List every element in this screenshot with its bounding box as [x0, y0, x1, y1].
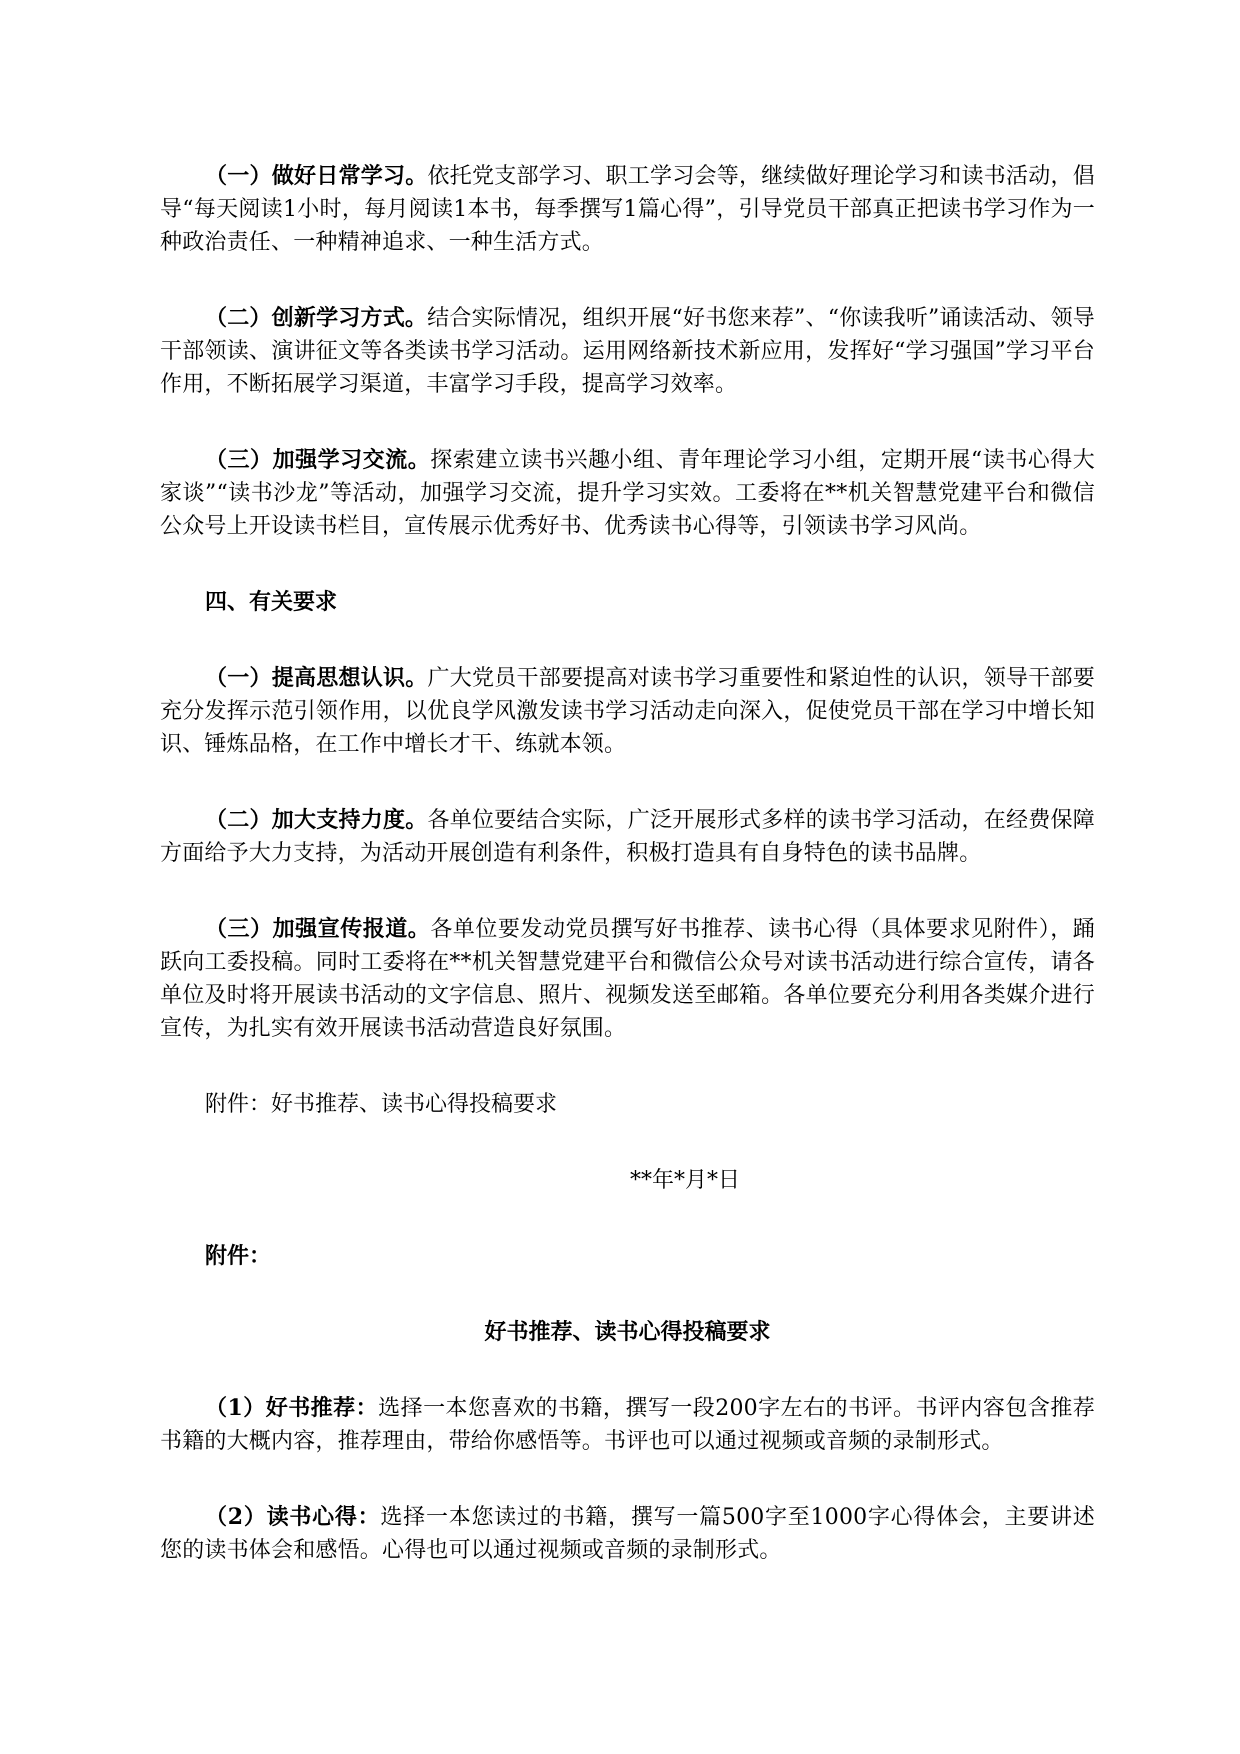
attachment-label: 附件： — [205, 1243, 272, 1269]
document-body — [160, 160, 1095, 1610]
attachment-item-text-2: 选择一本您读过的书籍，撰写一篇500字至1000字心得体会，主要讲述您的读书体会和感悟。心得也可以通过视频或音频的录制形式。 — [160, 1505, 1095, 1563]
attachment-item-lead-1: （1）好书推荐： — [205, 1395, 379, 1421]
document-date: **年*月*日 — [630, 1168, 741, 1193]
attachment-item-1 — [160, 1392, 1095, 1458]
requirement-text-2: 各单位要结合实际，广泛开展形式多样的读书学习活动，在经费保障方面给予大力支持，为活动开展创造有利条件，积极打造具有自身特色的读书品牌。 — [160, 808, 1095, 866]
attachment-title: 好书推荐、读书心得投稿要求 — [484, 1319, 771, 1345]
section-lead-3: （三）加强学习交流。 — [205, 447, 431, 473]
requirement-lead-3: （三）加强宣传报道。 — [205, 916, 431, 942]
requirement-text-1: 广大党员干部要提高对读书学习重要性和紧迫性的认识，领导干部要充分发挥示范引领作用，以优良学风激发读书学习活动走向深入，促使党员干部在学习中增长知识、锤炼品格，在工作中增长才干、练就本领。 — [160, 666, 1095, 757]
section-text-2: 结合实际情况，组织开展“好书您来荐”、“你读我听”诵读活动、领导干部领读、演讲征文等各类读书学习活动。运用网络新技术新应用，发挥好“学习强国”学习平台作用，不断拓展学习渠道，丰富学习手段，提高学习效率。 — [160, 306, 1095, 397]
section-lead-2: （二）创新学习方式。 — [205, 305, 428, 331]
requirement-lead-2: （二）加大支持力度。 — [205, 807, 428, 833]
requirements-heading: 四、有关要求 — [205, 589, 338, 615]
section-text-1: 依托党支部学习、职工学习会等，继续做好理论学习和读书活动，倡导“每天阅读1小时，每月阅读1本书，每季撰写1篇心得”，引导党员干部真正把读书学习作为一种政治责任、一种精神追求、一种生活方式。 — [160, 164, 1095, 255]
section-paragraph-3 — [160, 444, 1095, 543]
section-paragraph-2 — [160, 302, 1095, 401]
section-text-3: 探索建立读书兴趣小组、青年理论学习小组，定期开展“读书心得大家谈”“读书沙龙”等活动，加强学习交流，提升学习实效。工委将在**机关智慧党建平台和微信公众号上开设读书栏目，宣传展示优秀好书、优秀读书心得等，引领读书学习风尚。 — [160, 448, 1095, 539]
section-paragraph-1 — [160, 160, 1095, 259]
requirement-paragraph-2 — [160, 804, 1095, 870]
requirement-text-3: 各单位要发动党员撰写好书推荐、读书心得（具体要求见附件），踊跃向工委投稿。同时工委将在**机关智慧党建平台和微信公众号对读书活动进行综合宣传，请各单位及时将开展读书活动的文字信息、照片、视频发送至邮箱。各单位要充分利用各类媒介进行宣传，为扎实有效开展读书活动营造良好氛围。 — [160, 917, 1095, 1041]
attachment-item-text-1: 选择一本您喜欢的书籍，撰写一段200字左右的书评。书评内容包含推荐书籍的大概内容，推荐理由，带给你感悟等。书评也可以通过视频或音频的录制形式。 — [160, 1396, 1095, 1454]
requirement-paragraph-1 — [160, 662, 1095, 761]
attachment-note: 附件：好书推荐、读书心得投稿要求 — [205, 1092, 558, 1117]
section-lead-1: （一）做好日常学习。 — [205, 163, 428, 189]
attachment-item-2 — [160, 1501, 1095, 1567]
requirement-paragraph-3 — [160, 913, 1095, 1045]
requirement-lead-1: （一）提高思想认识。 — [205, 665, 428, 691]
attachment-item-lead-2: （2）读书心得： — [205, 1504, 381, 1530]
